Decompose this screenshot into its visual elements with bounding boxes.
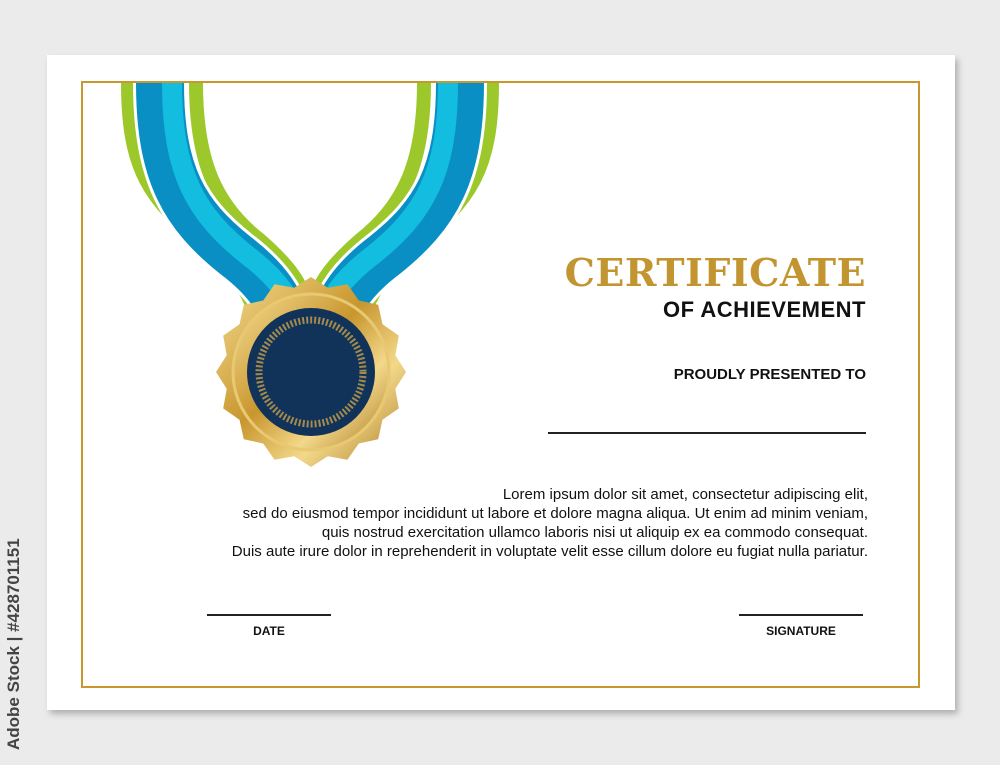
date-label: DATE: [253, 624, 285, 638]
certificate-title: CERTIFICATE: [564, 250, 866, 295]
body-text: [232, 485, 868, 561]
body-line: sed do eiusmod tempor incididunt ut labore et dolore magna aliqua. Ut enim ad minim veniam,: [242, 505, 868, 522]
signature-label: SIGNATURE: [766, 624, 836, 638]
recipient-name-line: [548, 432, 866, 434]
date-line: [207, 614, 331, 616]
body-line: quis nostrud exercitation ullamco laboris nisi ut aliquip ex ea commodo consequat.: [321, 524, 868, 541]
body-line: Duis aute irure dolor in reprehenderit in voluptate velit esse cillum dolore eu fugiat nulla pariatur.: [231, 543, 868, 560]
presented-to-label: PROUDLY PRESENTED TO: [673, 366, 866, 383]
body-line: Lorem ipsum dolor sit amet, consectetur adipiscing elit,: [502, 486, 868, 503]
stock-watermark: Adobe Stock | #428701151: [4, 538, 23, 750]
certificate-subtitle: OF ACHIEVEMENT: [663, 297, 866, 322]
signature-line: [739, 614, 863, 616]
